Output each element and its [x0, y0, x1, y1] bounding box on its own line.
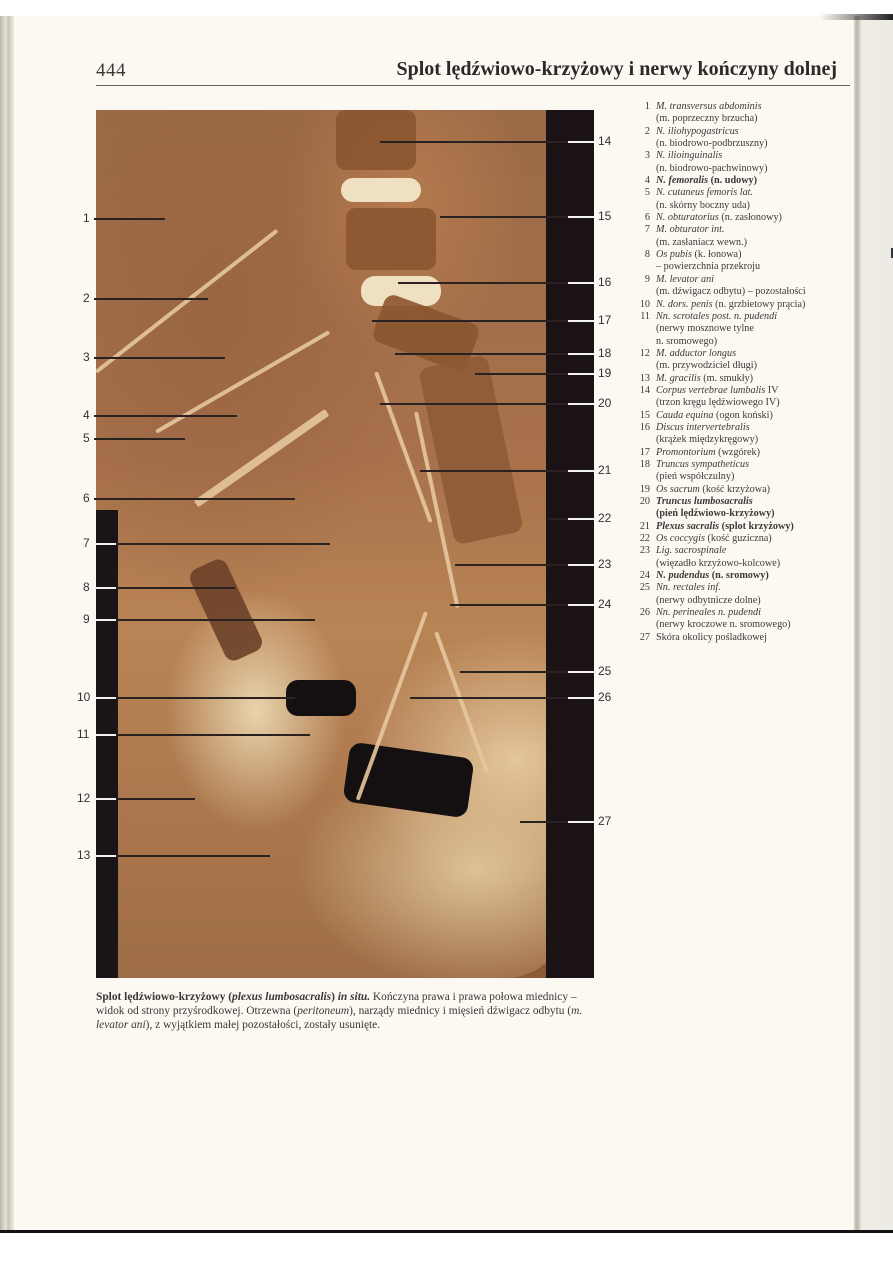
legend-latin-term: N. cutaneus femoris lat. [656, 187, 754, 199]
legend-item-5 [636, 187, 851, 212]
callout-leader-line [94, 498, 116, 500]
callout-number-26: 26 [598, 690, 612, 704]
legend-item-13 [636, 373, 851, 385]
legend-number: 16 [639, 421, 650, 433]
callout-number-15: 15 [598, 209, 612, 223]
legend-item-7 [636, 224, 851, 249]
legend-latin-term: Promontorium [656, 446, 716, 458]
legend-item-16 [636, 422, 851, 447]
callout-number-9: 9 [83, 612, 90, 626]
legend-latin-term: N. iliohypogastricus [656, 125, 739, 137]
book-left-edge [0, 16, 14, 1232]
legend-polish-term: (n. sromowy) [709, 570, 769, 582]
callout-leader-line [568, 470, 594, 472]
legend-polish-term: (n. biodrowo-pachwinowy) [656, 162, 768, 174]
legend-item-27 [636, 632, 851, 644]
callout-number-11: 11 [77, 727, 90, 741]
callout-leader-line [568, 373, 594, 375]
caption-text: ), narządy miednicy i mięsień dźwigacz odbytu ( [349, 1005, 572, 1017]
legend-latin-term: Truncus lumbosacralis [656, 496, 753, 507]
legend-polish-term: (m. smukły) [700, 372, 754, 384]
legend-item-10 [636, 299, 851, 311]
legend-polish-term: Skóra okolicy pośladkowej [656, 631, 767, 643]
callout-leader-line [116, 415, 237, 417]
legend-item-18 [636, 459, 851, 484]
legend-polish-term: (wzgórek) [715, 446, 761, 458]
legend-number: 17 [639, 446, 650, 458]
callout-leader-line [380, 141, 568, 143]
legend-item-15 [636, 410, 851, 422]
callout-leader-line [568, 518, 594, 520]
callout-leader-line [94, 798, 116, 800]
caption-latin-term: m. levator ani [96, 1005, 583, 1031]
legend-latin-term: Plexus sacralis [656, 520, 720, 532]
legend-latin-term: N. femoralis [656, 175, 709, 187]
legend-item-1 [636, 101, 851, 126]
callout-leader-line [116, 619, 315, 621]
callout-leader-line [450, 604, 568, 606]
legend-number: 24 [639, 570, 650, 582]
legend-polish-term: (pień współczulny) [656, 471, 735, 483]
legend-polish-term: (więzadło krzyżowo-kolcowe) [656, 557, 781, 569]
cavity-shape [286, 680, 356, 716]
caption-text: ), z wyjątkiem małej pozostałości, zostały usunięte. [145, 1019, 381, 1031]
running-title: Splot lędźwiowo-krzyżowy i nerwy kończyny dolnej [396, 58, 837, 80]
callout-leader-line [568, 403, 594, 405]
callout-leader-line [568, 564, 594, 566]
callout-leader-line [372, 320, 568, 322]
callout-leader-line [94, 543, 116, 545]
legend-latin-term: Nn. scrotales post. n. pudendi [656, 310, 778, 322]
callout-number-17: 17 [598, 313, 612, 327]
figure-caption [96, 990, 596, 1032]
callout-number-7: 7 [83, 536, 90, 550]
callout-leader-line [398, 282, 568, 284]
vertebra-shape [346, 208, 436, 270]
legend-latin-suffix: IV [765, 384, 779, 396]
legend-item-3 [636, 150, 851, 175]
callout-number-21: 21 [598, 463, 612, 477]
callout-leader-line [116, 855, 270, 857]
legend-polish-continuation: n. sromowego) [656, 335, 718, 347]
callout-leader-line [420, 470, 568, 472]
callout-leader-line [568, 282, 594, 284]
legend-latin-term: Cauda equina [656, 409, 714, 421]
legend-item-9 [636, 274, 851, 299]
callout-leader-line [116, 543, 330, 545]
callout-leader-line [568, 821, 594, 823]
callout-number-6: 6 [83, 491, 90, 505]
legend-latin-term: Os coccygis [656, 533, 705, 545]
legend-number: 6 [644, 212, 650, 224]
callout-leader-line [460, 671, 568, 673]
legend-number: 3 [644, 150, 650, 162]
callout-number-14: 14 [598, 134, 612, 148]
legend-polish-term: (nerwy kroczowe n. sromowego) [656, 619, 791, 631]
legend-latin-term: Truncus sympatheticus [656, 458, 750, 470]
dark-background [546, 110, 594, 978]
legend-latin-term: M. adductor longus [656, 347, 737, 359]
legend-item-19 [636, 484, 851, 496]
facing-page-edge [854, 16, 893, 1232]
callout-leader-line [116, 587, 235, 589]
callout-leader-line [116, 218, 165, 220]
legend-polish-term: (m. poprzeczny brzucha) [656, 113, 758, 125]
callout-number-10: 10 [77, 690, 91, 704]
legend-latin-term: N. pudendus [656, 570, 710, 582]
callout-number-5: 5 [83, 431, 90, 445]
legend-number: 15 [639, 409, 650, 421]
legend-number: 23 [639, 545, 650, 557]
legend-latin-term: M. obturator int. [656, 224, 725, 236]
legend-item-17 [636, 447, 851, 459]
legend-polish-term: (krążek międzykręgowy) [656, 434, 759, 446]
callout-number-1: 1 [83, 211, 90, 225]
legend-latin-term: N. obturatorius [656, 212, 719, 224]
legend-number: 8 [644, 249, 650, 261]
legend-polish-continuation: – powierzchnia przekroju [656, 261, 761, 273]
header-rule [96, 85, 850, 86]
legend-item-20 [636, 496, 851, 521]
callout-leader-line [94, 697, 116, 699]
legend-number: 19 [639, 483, 650, 495]
legend-latin-term: Os pubis [656, 249, 692, 261]
callout-leader-line [94, 438, 116, 440]
page-number: 444 [96, 60, 126, 81]
caption-title-latin: plexus lumbosacralis [232, 991, 332, 1003]
legend-polish-term: (trzon kręgu lędźwiowego IV) [656, 397, 780, 409]
callout-leader-line [520, 821, 568, 823]
callout-leader-line [116, 357, 225, 359]
callout-number-4: 4 [83, 408, 90, 422]
scan-margin [0, 1233, 893, 1263]
legend-polish-term: (nerwy odbytnicze dolne) [656, 594, 761, 606]
legend-latin-term: M. transversus abdominis [656, 101, 762, 112]
legend-polish-term: (n. skórny boczny uda) [656, 199, 750, 211]
caption-title: Splot lędźwiowo-krzyżowy ( [96, 991, 233, 1003]
legend-number: 9 [644, 273, 650, 285]
legend-number: 12 [639, 347, 650, 359]
legend-item-22 [636, 533, 851, 545]
caption-in-situ: in situ. [337, 991, 371, 1003]
legend-number: 13 [639, 372, 650, 384]
binding-shadow [820, 14, 893, 20]
dark-background-left [96, 510, 118, 978]
legend-polish-term: (nerwy mosznowe tylne [656, 323, 754, 335]
legend-latin-term: N. ilioinguinalis [656, 150, 723, 162]
callout-leader-line [548, 518, 568, 520]
legend-number: 4 [644, 175, 650, 187]
callout-number-24: 24 [598, 597, 612, 611]
callout-number-18: 18 [598, 346, 612, 360]
legend-latin-term: Nn. perineales n. pudendi [656, 607, 761, 619]
callout-leader-line [568, 353, 594, 355]
legend-polish-term: (k. łonowa) [691, 249, 742, 261]
legend-polish-term: (n. biodrowo-podbrzuszny) [656, 138, 768, 150]
callout-leader-line [568, 141, 594, 143]
callout-leader-line [94, 855, 116, 857]
callout-leader-line [94, 415, 116, 417]
legend-polish-term: (m. przywodziciel długi) [656, 360, 757, 372]
legend-latin-term: Os sacrum [656, 483, 700, 495]
callout-leader-line [568, 604, 594, 606]
callout-leader-line [116, 498, 295, 500]
callout-leader-line [568, 216, 594, 218]
callout-leader-line [116, 734, 310, 736]
legend-latin-term: Corpus vertebrae lumbalis [656, 384, 766, 396]
callout-number-13: 13 [77, 848, 91, 862]
legend-polish-term: (kość guziczna) [704, 533, 772, 545]
legend-number: 20 [639, 496, 650, 507]
legend-number: 14 [639, 384, 650, 396]
callout-number-22: 22 [598, 511, 612, 525]
callout-number-12: 12 [77, 791, 91, 805]
legend-item-24 [636, 570, 851, 582]
callout-leader-line [116, 697, 295, 699]
legend-number: 21 [639, 520, 650, 532]
legend-item-8 [636, 249, 851, 274]
legend-item-21 [636, 521, 851, 533]
callout-leader-line [568, 697, 594, 699]
legend-polish-term: (m. dźwigacz odbytu) – pozostałości [656, 286, 806, 298]
legend-polish-term: (kość krzyżowa) [699, 483, 771, 495]
legend-item-2 [636, 126, 851, 151]
legend-number: 26 [639, 607, 650, 619]
callout-number-25: 25 [598, 664, 612, 678]
callout-leader-line [475, 373, 568, 375]
callout-leader-line [455, 564, 568, 566]
callout-leader-line [440, 216, 568, 218]
legend-item-12 [636, 348, 851, 373]
figure-legend [636, 101, 851, 644]
legend-item-23 [636, 545, 851, 570]
callout-number-20: 20 [598, 396, 612, 410]
callout-number-16: 16 [598, 275, 612, 289]
vertebra-shape [336, 110, 416, 170]
legend-number: 2 [644, 125, 650, 137]
callout-leader-line [410, 697, 568, 699]
legend-polish-term: (splot krzyżowy) [719, 520, 794, 532]
callout-leader-line [395, 353, 568, 355]
legend-item-14 [636, 385, 851, 410]
legend-number: 7 [644, 224, 650, 236]
legend-latin-term: N. dors. penis [656, 298, 713, 310]
legend-item-11 [636, 311, 851, 348]
caption-text: Kończyna prawa i prawa połowa miednicy – widok od strony przyśrodkowej. Otrzewna ( [96, 991, 577, 1017]
callout-leader-line [94, 218, 116, 220]
callout-number-23: 23 [598, 557, 612, 571]
legend-number: 10 [639, 298, 650, 310]
legend-polish-term: (n. zasłonowy) [718, 212, 782, 224]
caption-latin-term: peritoneum [297, 1005, 350, 1017]
legend-number: 5 [644, 187, 650, 199]
legend-polish-term: (n. grzbietowy prącia) [712, 298, 806, 310]
callout-leader-line [568, 320, 594, 322]
legend-item-6 [636, 212, 851, 224]
disc-shape [341, 178, 421, 202]
callout-leader-line [116, 438, 185, 440]
callout-number-3: 3 [83, 350, 90, 364]
callout-number-19: 19 [598, 366, 612, 380]
legend-item-25 [636, 582, 851, 607]
caption-title-end: ) [331, 991, 338, 1003]
legend-number: 1 [644, 101, 650, 112]
legend-latin-term: Nn. rectales inf. [656, 582, 721, 594]
legend-latin-term: M. levator ani [656, 273, 715, 285]
legend-latin-term: Lig. sacrospinale [656, 545, 727, 557]
callout-leader-line [94, 357, 116, 359]
callout-leader-line [116, 298, 208, 300]
legend-polish-term: (n. udowy) [708, 175, 758, 187]
legend-polish-term: (pień lędźwiowo-krzyżowy) [656, 508, 775, 520]
legend-number: 18 [639, 458, 650, 470]
callout-leader-line [94, 587, 116, 589]
callout-number-8: 8 [83, 580, 90, 594]
legend-polish-term: (m. zasłaniacz wewn.) [656, 236, 748, 248]
callout-number-2: 2 [83, 291, 90, 305]
legend-polish-term: (ogon koński) [713, 409, 773, 421]
legend-latin-term: M. gracilis [656, 372, 701, 384]
callout-leader-line [94, 734, 116, 736]
callout-leader-line [94, 619, 116, 621]
legend-number: 27 [639, 631, 650, 643]
legend-number: 25 [639, 582, 650, 594]
callout-leader-line [94, 298, 116, 300]
legend-item-26 [636, 607, 851, 632]
callout-number-27: 27 [598, 814, 612, 828]
legend-number: 11 [640, 310, 650, 322]
callout-leader-line [380, 403, 568, 405]
legend-item-4 [636, 175, 851, 187]
legend-latin-term: Discus intervertebralis [656, 421, 750, 433]
legend-number: 22 [639, 533, 650, 545]
callout-leader-line [568, 671, 594, 673]
callout-leader-line [116, 798, 195, 800]
